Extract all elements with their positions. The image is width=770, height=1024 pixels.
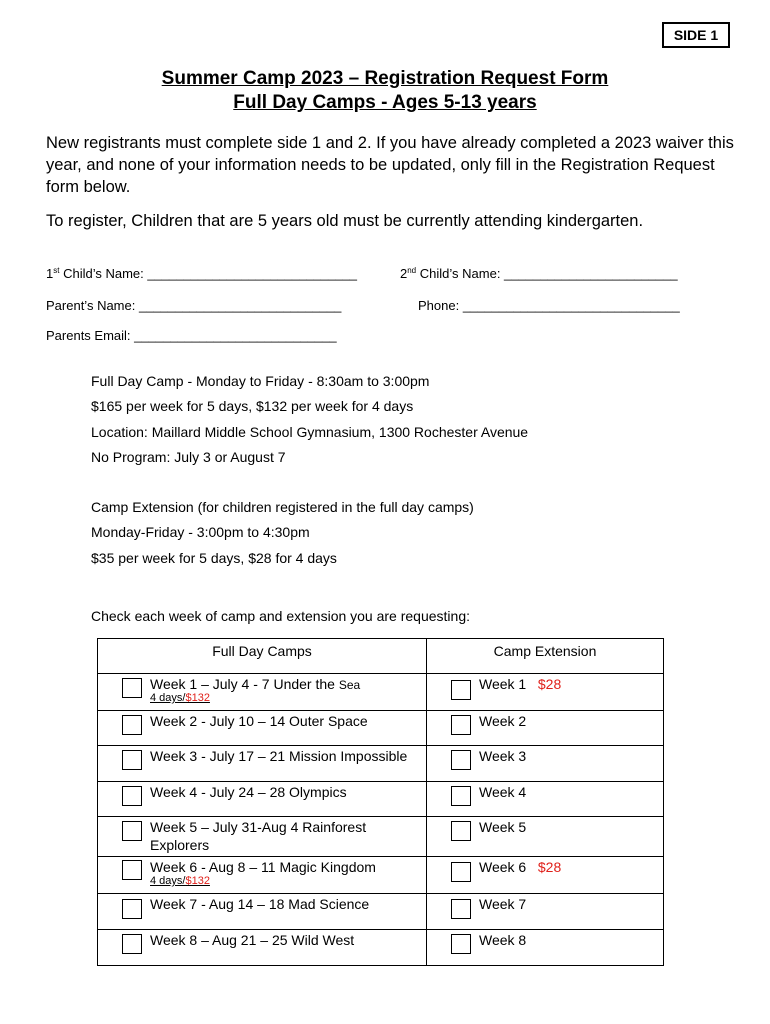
ext-week3-label: Week 3 [479, 748, 527, 764]
kindergarten-note: To register, Children that are 5 years old must be currently attending kindergarten. [46, 212, 644, 230]
child2-label: Child’s Name: ________________________ [416, 266, 678, 281]
ext-week2-label: Week 2 [479, 713, 527, 729]
fullday-cell [98, 894, 427, 930]
extension-cell [427, 746, 664, 782]
parent-email-field[interactable]: Parents Email: ____________________________ [46, 328, 337, 343]
fullday-cell [98, 746, 427, 782]
week8-checkbox[interactable] [122, 934, 142, 954]
extension-cell [427, 894, 664, 930]
week7-label: Week 7 - Aug 14 – 18 Mad Science [150, 896, 370, 912]
ext-week2-checkbox[interactable] [451, 715, 471, 735]
ext-week6-label [479, 858, 561, 876]
intro-paragraph: New registrants must complete side 1 and 2. If you have already completed a 2023 waiver this year, and none of your information needs to be updated, only fill in the Registration Request form below. [46, 134, 734, 196]
ext-week6-price: $28 [537, 859, 562, 875]
week8-label: Week 8 – Aug 21 – 25 Wild West [150, 932, 355, 948]
extension-title: Camp Extension (for children registered in the full day camps) [91, 499, 474, 515]
week1-note-days: 4 days/ [150, 692, 186, 704]
extension-cell [427, 857, 664, 894]
week1-text-small: Sea [338, 678, 361, 692]
ext-week6-checkbox[interactable] [451, 862, 471, 882]
extension-cell [427, 930, 664, 966]
fullday-cell [98, 857, 427, 894]
week3-checkbox[interactable] [122, 750, 142, 770]
ext-week8-label: Week 8 [479, 932, 527, 948]
child2-sup: nd [407, 266, 417, 275]
ext-week5-label: Week 5 [479, 819, 527, 835]
fullday-cell [98, 711, 427, 746]
ext-week5-checkbox[interactable] [451, 821, 471, 841]
child1-sup: st [53, 266, 60, 275]
ext-week4-label: Week 4 [479, 784, 527, 800]
ext-week7-label: Week 7 [479, 896, 527, 912]
table-row [98, 930, 664, 966]
no-program-dates: No Program: July 3 or August 7 [91, 449, 286, 465]
fullday-cell [98, 817, 427, 857]
week2-checkbox[interactable] [122, 715, 142, 735]
ext-week6-text: Week 6 [479, 859, 527, 875]
table-row [98, 894, 664, 930]
phone-field[interactable]: Phone: ______________________________ [418, 298, 680, 313]
fullday-schedule: Full Day Camp - Monday to Friday - 8:30am to 3:00pm [91, 373, 430, 389]
col-header-full-day: Full Day Camps [98, 639, 427, 674]
week5-label [150, 818, 366, 854]
week4-checkbox[interactable] [122, 786, 142, 806]
fullday-cell [98, 930, 427, 966]
week6-note-days: 4 days/ [150, 875, 186, 887]
child1-num: 1 [46, 266, 54, 281]
extension-cell [427, 782, 664, 817]
check-instruction: Check each week of camp and extension you are requesting: [91, 608, 471, 624]
week6-checkbox[interactable] [122, 860, 142, 880]
week5-checkbox[interactable] [122, 821, 142, 841]
parent-name-field[interactable]: Parent’s Name: ____________________________ [46, 298, 342, 313]
table-row [98, 857, 664, 894]
week5-text: Week 5 – July 31-Aug 4 Rainforest [150, 819, 367, 835]
extension-cell [427, 711, 664, 746]
ext-week8-checkbox[interactable] [451, 934, 471, 954]
extension-schedule: Monday-Friday - 3:00pm to 4:30pm [91, 524, 310, 540]
ext-week1-label [479, 675, 561, 693]
week4-label: Week 4 - July 24 – 28 Olympics [150, 784, 347, 800]
fullday-cell [98, 674, 427, 711]
week6-note [150, 875, 210, 887]
ext-week1-text: Week 1 [479, 676, 527, 692]
table-row [98, 746, 664, 782]
table-row [98, 817, 664, 857]
table-header-row [98, 639, 664, 674]
side-badge: SIDE 1 [662, 22, 730, 48]
week6-note-price: $132 [185, 875, 210, 887]
week1-text: Week 1 – July 4 - 7 Under the [150, 676, 339, 692]
week2-label: Week 2 - July 10 – 14 Outer Space [150, 713, 368, 729]
ext-week1-price: $28 [537, 676, 562, 692]
col-header-extension: Camp Extension [427, 639, 664, 674]
table-row [98, 782, 664, 817]
child1-name-field[interactable] [46, 266, 357, 281]
table-row [98, 674, 664, 711]
week3-label: Week 3 - July 17 – 21 Mission Impossible [150, 748, 408, 764]
extension-cell [427, 674, 664, 711]
child1-label: Child’s Name: _____________________________ [59, 266, 358, 281]
form-subtitle: Full Day Camps - Ages 5-13 years [233, 92, 537, 113]
week1-note [150, 692, 210, 704]
child2-name-field[interactable] [400, 266, 678, 281]
table-row [98, 711, 664, 746]
fullday-pricing: $165 per week for 5 days, $132 per week for 4 days [91, 398, 414, 414]
ext-week7-checkbox[interactable] [451, 899, 471, 919]
extension-cell [427, 817, 664, 857]
form-title: Summer Camp 2023 – Registration Request Form [161, 68, 609, 89]
week7-checkbox[interactable] [122, 899, 142, 919]
week1-note-price: $132 [185, 692, 210, 704]
week5-text-line2: Explorers [150, 837, 210, 853]
ext-week3-checkbox[interactable] [451, 750, 471, 770]
child2-num: 2 [400, 266, 408, 281]
ext-week1-checkbox[interactable] [451, 680, 471, 700]
extension-pricing: $35 per week for 5 days, $28 for 4 days [91, 550, 337, 566]
weeks-table [97, 638, 664, 966]
ext-week4-checkbox[interactable] [451, 786, 471, 806]
week1-checkbox[interactable] [122, 678, 142, 698]
fullday-cell [98, 782, 427, 817]
fullday-location: Location: Maillard Middle School Gymnasium, 1300 Rochester Avenue [91, 424, 529, 440]
week6-label: Week 6 - Aug 8 – 11 Magic Kingdom [150, 859, 376, 875]
